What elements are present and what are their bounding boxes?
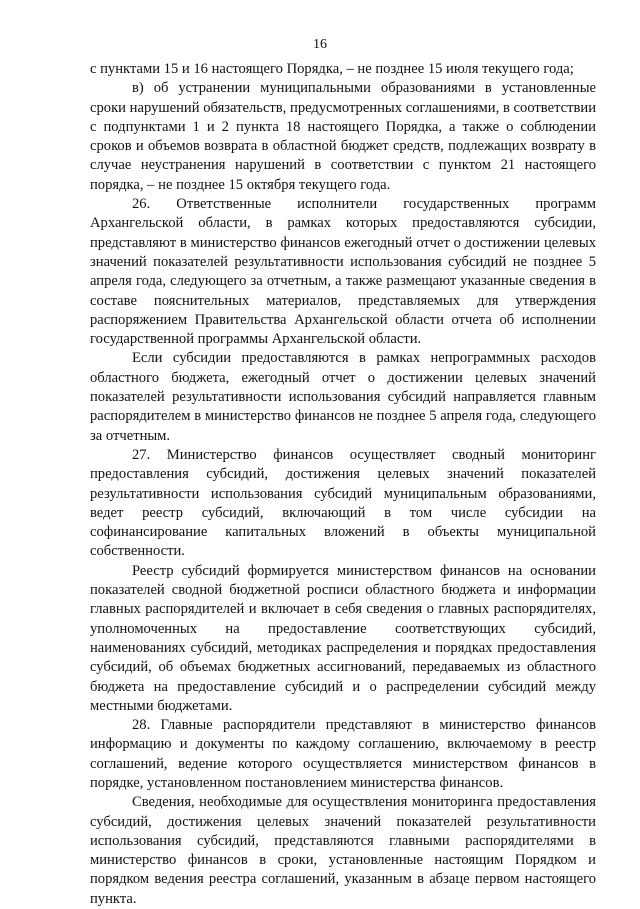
page-number: 16 (313, 37, 327, 52)
paragraph-item-28-monitoring: Сведения, необходимые для осуществления мониторинга предоставления субсидий, достижения целевых значений показателей результативности использования субсидий, представляются главными распорядителями в министерство финансов в сроки, установленные настоящим Порядком и порядком ведения реестра соглашений, указанным в абзаце первом настоящего пункта. (90, 794, 596, 907)
paragraph-item-27: 27. Министерство финансов осуществляет сводный мониторинг предоставления субсидий, достижения целевых значений показателей результативности использования субсидий муниципальным образованиями, ведет реестр субсидий, включающий в том числе субсидии на софинансирование капитальных вложений в объекты муниципальной собственности. (90, 446, 596, 560)
paragraph-item-26: 26. Ответственные исполнители государственных программ Архангельской области, в рамках которых предоставляются субсидии, представляют в министерство финансов ежегодный отчет о достижении целевых значений показателей результативности использования субсидий не позднее 5 апреля года, следующего за отчетным, а также размещают указанные сведения в составе пояснительных материалов, представляемых для утверждения распоряжением Правительства Архангельской области отчета об исполнении государственной программы Архангельской области. (90, 196, 596, 348)
paragraph-item-28: 28. Главные распорядители представляют в министерство финансов информацию и документы по каждому соглашению, включаемому в реестр соглашений, ведение которого осуществляется министерством финансов в порядке, установленном постановлением министерства финансов. (90, 717, 596, 791)
document-body (90, 60, 596, 909)
paragraph-continuation: с пунктами 15 и 16 настоящего Порядка, – не позднее 15 июля текущего года; (90, 61, 574, 77)
paragraph-item-27-registry: Реестр субсидий формируется министерством финансов на основании показателей сводной бюджетной росписи областного бюджета и информации главных распорядителей и включает в себя сведения о главных распорядителях, уполномоченных на предоставление соответствующих субсидий, наименованиях субсидий, методиках распределения и порядках предоставления субсидий, об объемах бюджетных ассигнований, передаваемых из областного бюджета на предоставление субсидий и о распределении субсидий между местными бюджетами. (90, 562, 596, 714)
paragraph-item-26-note: Если субсидии предоставляются в рамках непрограммных расходов областного бюджета, ежегодный отчет о достижении целевых значений показателей результативности использования субсидий направляется главным распорядителем в министерство финансов не позднее 5 апреля года, следующего за отчетным. (90, 350, 596, 444)
paragraph-subitem-v: в) об устранении муниципальными образованиями в установленные сроки нарушений обязательств, предусмотренных соглашениями, в соответствии с подпунктами 1 и 2 пункта 18 настоящего Порядка, а также о соблюдении сроков и объемов возврата в областной бюджет средств, подлежащих возврату в случае неустранения нарушений в соответствии с пунктом 21 настоящего порядка, – не позднее 15 октября текущего года. (90, 80, 596, 193)
